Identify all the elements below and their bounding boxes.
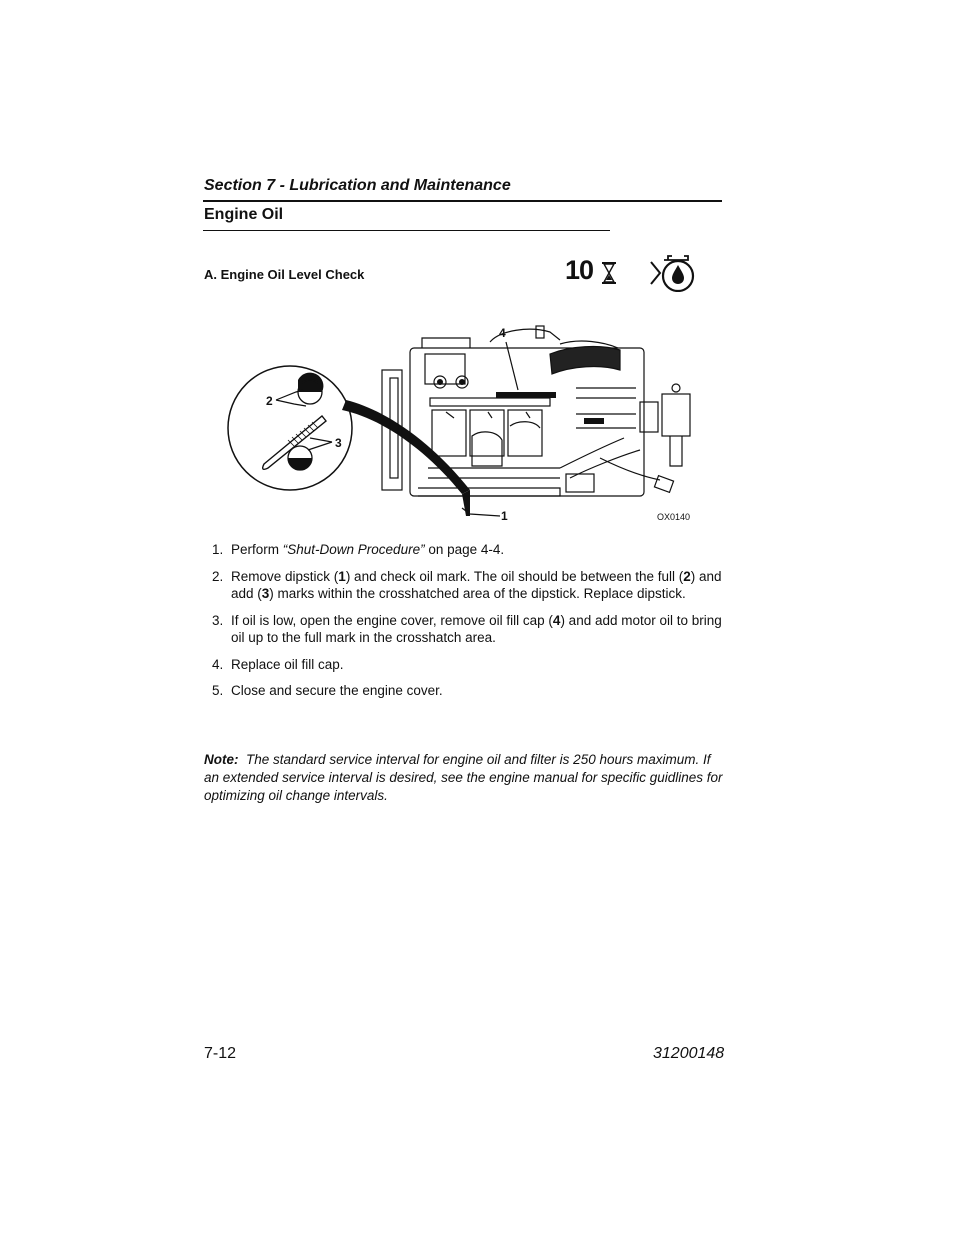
section-divider (203, 200, 722, 202)
page-number: 7-12 (204, 1045, 237, 1062)
engine-illustration (382, 326, 690, 496)
subsection-divider (203, 230, 610, 231)
callout-3: 3 (335, 436, 342, 450)
service-interval-hours: 10 (565, 255, 594, 285)
note-label: Note: (204, 752, 239, 767)
figure-code: OX0140 (657, 512, 691, 522)
hourglass-icon (601, 262, 617, 284)
step-3: 3. If oil is low, open the engine cover, remove oil fill cap (4) and add motor oil to bring oil up to the full mark in the crosshatch area. (212, 612, 722, 645)
callout-4: 4 (499, 326, 506, 340)
procedure-title: A. Engine Oil Level Check (204, 267, 365, 282)
step-4: 4. Replace oil fill cap. (212, 656, 344, 672)
step-1: 1. Perform “Shut-Down Procedure” on page 4-4. (212, 542, 505, 557)
engine-oil-icon (648, 254, 698, 292)
dipstick-detail-inset (228, 366, 352, 490)
note-text: The standard service interval for engine oil and filter is 250 hours maximum. If an extended service interval is desired, see the engine manual for specific guidlines for optimizing oil change intervals. (204, 752, 723, 803)
step-5: 5. Close and secure the engine cover. (212, 683, 443, 698)
callout-2: 2 (266, 394, 273, 408)
step-2: 2. Remove dipstick (1) and check oil mark. The oil should be between the full (2) and add (3) marks within the crosshatched area of the dipstick. Replace dipstick. (212, 568, 722, 601)
document-number: 31200148 (653, 1045, 725, 1062)
engine-oil-dipstick-figure (200, 318, 700, 530)
procedure-steps (212, 541, 722, 709)
callout-1: 1 (501, 509, 508, 523)
section-title: Section 7 - Lubrication and Maintenance (204, 177, 511, 194)
subsection-title: Engine Oil (204, 206, 284, 223)
service-note (204, 751, 729, 805)
